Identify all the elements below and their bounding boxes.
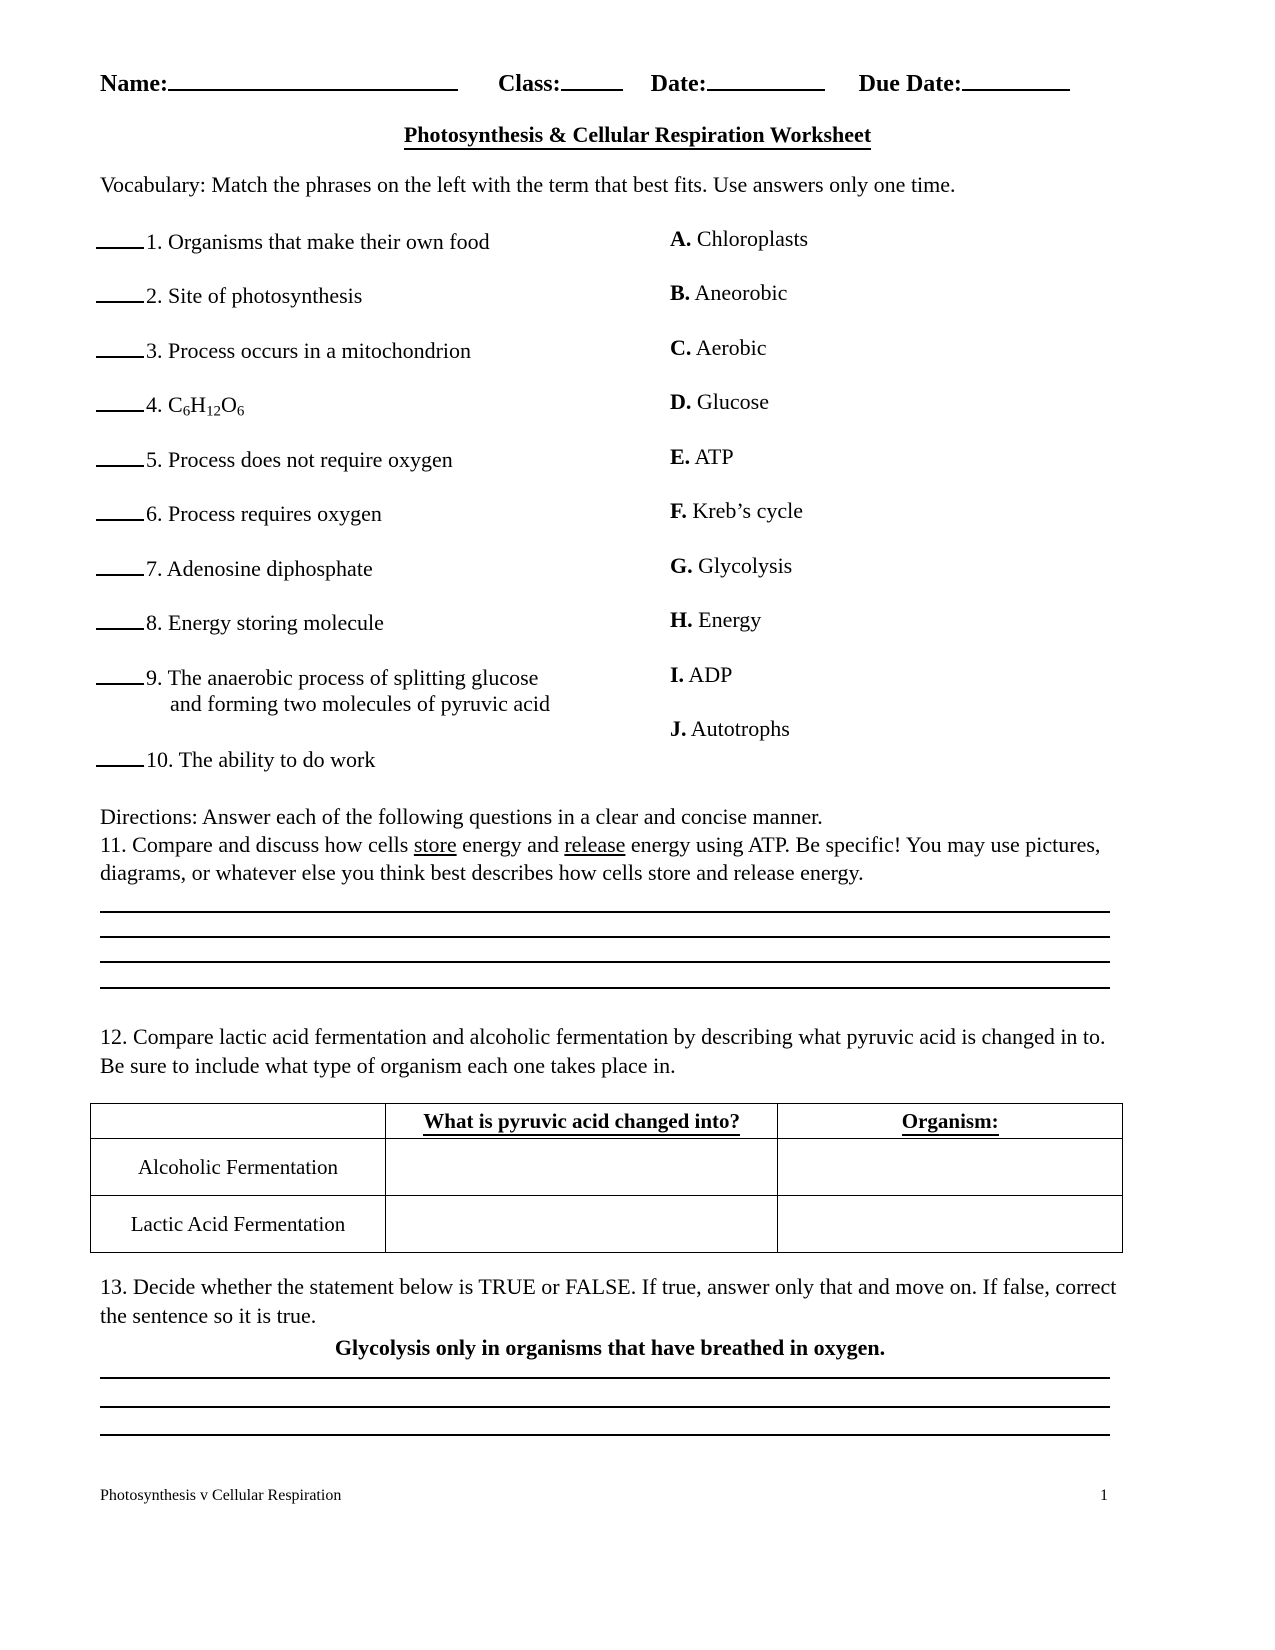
match-prompt-number-1: 1. [146, 228, 163, 254]
question-12-text: 12. Compare lactic acid fermentation and alcoholic fermentation by describing what pyruvic acid is changed in to. Be sure to include what type of organism each one takes place in. [100, 1024, 1106, 1078]
name-label: Name: [100, 71, 168, 98]
match-term-b[interactable] [670, 280, 787, 306]
row-label-alcoholic: Alcoholic Fermentation [91, 1139, 386, 1196]
match-prompt-9[interactable] [96, 662, 656, 718]
match-answer-blank-3[interactable] [96, 335, 144, 358]
match-term-text-g: Glycolysis [698, 553, 793, 578]
q11-store-emphasis: store [413, 831, 457, 857]
match-prompt-number-8: 8. [146, 609, 163, 635]
cell-lactic-organism[interactable] [778, 1196, 1123, 1253]
q13-answer-line-2[interactable] [100, 1406, 1110, 1408]
match-prompt-text-1: Organisms that make their own food [168, 228, 490, 254]
class-field-group[interactable] [498, 64, 623, 98]
match-term-text-b: Aneorobic [694, 280, 788, 305]
match-prompt-1[interactable] [96, 226, 656, 255]
cell-alcoholic-pyruvic[interactable] [386, 1139, 778, 1196]
answer-directions: Directions: Answer each of the following questions in a clear and concise manner. [100, 804, 823, 829]
table-header-pyruvic-text: What is pyruvic acid changed into? [423, 1109, 740, 1136]
table-header-organism [778, 1104, 1123, 1139]
match-term-text-c: Aerobic [695, 335, 767, 360]
table-header-pyruvic [386, 1104, 778, 1139]
match-answer-blank-6[interactable] [96, 498, 144, 521]
match-prompt-10[interactable] [96, 744, 656, 773]
question-11-text [100, 831, 1120, 887]
match-term-text-a: Chloroplasts [696, 226, 809, 251]
date-input-blank[interactable] [707, 64, 825, 91]
match-prompt-number-3: 3. [146, 337, 163, 363]
match-answer-blank-9[interactable] [96, 662, 144, 685]
page-title [0, 122, 1275, 148]
table-row [91, 1196, 1123, 1253]
match-prompt-text-6: Process requires oxygen [168, 500, 382, 526]
match-prompt-7[interactable] [96, 553, 656, 582]
match-answer-blank-8[interactable] [96, 607, 144, 630]
match-answer-blank-2[interactable] [96, 280, 144, 303]
match-prompt-text-3: Process occurs in a mitochondrion [168, 337, 472, 363]
cell-alcoholic-organism[interactable] [778, 1139, 1123, 1196]
table-header-blank [91, 1104, 386, 1139]
match-prompt-text-9: The anaerobic process of splitting glucose [167, 664, 539, 690]
match-term-e[interactable] [670, 444, 734, 470]
match-term-text-f: Kreb’s cycle [692, 498, 803, 523]
table-header-organism-text: Organism: [902, 1109, 999, 1136]
row-label-lactic: Lactic Acid Fermentation [91, 1196, 386, 1253]
match-term-c[interactable] [670, 335, 767, 361]
match-term-letter-a: A. [670, 226, 692, 251]
match-prompt-text-2: Site of photosynthesis [168, 282, 363, 308]
match-prompt-text-8: Energy storing molecule [168, 609, 384, 635]
due-date-input-blank[interactable] [962, 64, 1070, 91]
match-term-letter-e: E. [670, 444, 691, 469]
match-prompt-text-4: $C_6H_{12}O_6$ [168, 391, 245, 420]
question-13-statement: Glycolysis only in organisms that have breathed in oxygen. [334, 1335, 886, 1361]
q11-part-b: energy and [456, 831, 565, 857]
match-term-f[interactable] [670, 498, 803, 524]
match-term-text-i: ADP [688, 662, 733, 687]
date-field-group[interactable] [651, 64, 825, 98]
match-term-a[interactable] [670, 226, 808, 252]
match-term-j[interactable] [670, 716, 790, 742]
match-prompt-number-9: 9. [146, 664, 163, 690]
match-prompt-3[interactable] [96, 335, 656, 364]
footer-document-name: Photosynthesis v Cellular Respiration [100, 1487, 342, 1504]
fermentation-comparison-table [90, 1103, 1123, 1253]
match-term-letter-b: B. [670, 280, 691, 305]
match-answer-blank-7[interactable] [96, 553, 144, 576]
table-row [91, 1139, 1123, 1196]
match-term-i[interactable] [670, 662, 732, 688]
q11-answer-line-3[interactable] [100, 961, 1110, 963]
match-prompt-4[interactable] [96, 389, 656, 422]
class-label: Class: [497, 71, 561, 98]
match-prompt-number-10: 10. [146, 746, 174, 772]
question-11-block [100, 803, 1120, 887]
match-term-letter-f: F. [670, 498, 687, 523]
match-prompt-text-5: Process does not require oxygen [168, 446, 453, 472]
student-info-header [100, 64, 1140, 98]
date-label: Date: [650, 71, 707, 98]
q11-answer-line-2[interactable] [100, 936, 1110, 938]
match-prompt-text-10: The ability to do work [178, 746, 376, 772]
q11-part-a: 11. Compare and discuss how cells [100, 831, 414, 857]
match-term-letter-g: G. [670, 553, 693, 578]
match-prompt-2[interactable] [96, 280, 656, 309]
match-prompt-number-2: 2. [146, 282, 163, 308]
match-term-letter-j: J. [670, 716, 687, 741]
q11-answer-line-4[interactable] [100, 987, 1110, 989]
match-prompt-number-4: 4. [146, 391, 163, 417]
match-answer-blank-10[interactable] [96, 744, 144, 767]
cell-lactic-pyruvic[interactable] [386, 1196, 778, 1253]
match-prompt-number-6: 6. [146, 500, 163, 526]
question-13-text: 13. Decide whether the statement below is TRUE or FALSE. If true, answer only that and move on. If false, correct the sentence so it is true. [100, 1274, 1117, 1328]
match-prompt-text-9-line2: and forming two molecules of pyruvic acid [170, 691, 551, 717]
match-answer-blank-1[interactable] [96, 226, 144, 249]
class-input-blank[interactable] [561, 64, 623, 91]
q11-answer-line-1[interactable] [100, 911, 1110, 913]
match-answer-blank-4[interactable] [96, 389, 144, 412]
match-term-g[interactable] [670, 553, 792, 579]
match-term-text-h: Energy [698, 607, 762, 632]
due-date-label: Due Date: [858, 71, 962, 98]
question-13-block [100, 1273, 1120, 1363]
match-answer-blank-5[interactable] [96, 444, 144, 467]
name-field-group[interactable] [100, 64, 458, 98]
match-term-h[interactable] [670, 607, 761, 633]
q11-part-c: energy using ATP. Be specific! You may use pictures, diagrams, or whatever else you think best describes how cells store and release energy. [100, 831, 1101, 885]
match-term-text-e: ATP [694, 444, 734, 469]
page-title-text: Photosynthesis & Cellular Respiration Worksheet [404, 122, 871, 150]
name-input-blank[interactable] [168, 64, 458, 91]
match-term-d[interactable] [670, 389, 769, 415]
match-term-letter-i: I. [670, 662, 685, 687]
footer-page-number: 1 [1100, 1487, 1108, 1504]
q13-answer-line-1[interactable] [100, 1377, 1110, 1379]
match-term-text-j: Autotrophs [690, 716, 790, 741]
q11-release-emphasis: release [564, 831, 626, 857]
match-term-letter-c: C. [670, 335, 692, 360]
match-term-letter-d: D. [670, 389, 692, 414]
match-prompt-number-7: 7. [146, 555, 163, 581]
due-date-field-group[interactable] [859, 64, 1070, 98]
table-header-row [91, 1104, 1123, 1139]
match-prompt-8[interactable] [96, 607, 656, 636]
match-prompt-number-5: 5. [146, 446, 163, 472]
match-prompt-text-7: Adenosine diphosphate [166, 555, 373, 581]
vocabulary-instructions: Vocabulary: Match the phrases on the left with the term that best fits. Use answers only one time. [100, 172, 956, 197]
match-term-text-d: Glucose [696, 389, 769, 414]
match-prompt-6[interactable] [96, 498, 656, 527]
match-term-letter-h: H. [670, 607, 693, 632]
match-prompt-5[interactable] [96, 444, 656, 473]
q13-answer-line-3[interactable] [100, 1434, 1110, 1436]
